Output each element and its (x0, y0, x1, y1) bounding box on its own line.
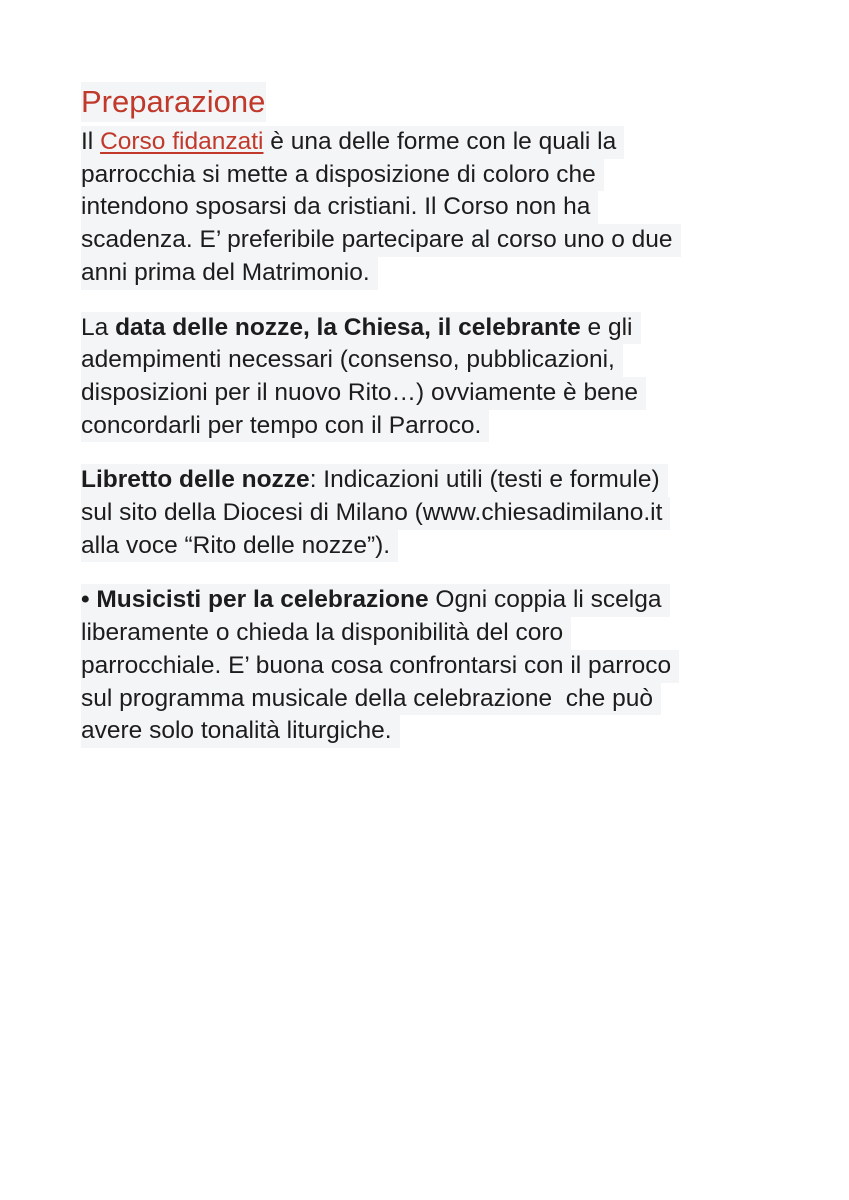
paragraph-line: sul sito della Diocesi di Milano (www.chiesadimilano.it (81, 497, 670, 530)
paragraph-libretto-nozze (81, 464, 781, 562)
paragraph-line: disposizioni per il nuovo Rito…) ovviamente è bene (81, 377, 646, 410)
text-span: Il (81, 128, 101, 155)
paragraph-line: intendono sposarsi da cristiani. Il Corso non ha (81, 191, 598, 224)
paragraph-line: concordarli per tempo con il Parroco. (81, 410, 489, 443)
paragraph-line: scadenza. E’ preferibile partecipare al corso uno o due (81, 224, 681, 257)
text-span: è una delle forme con le quali la (263, 128, 617, 155)
paragraph-line: liberamente o chieda la disponibilità del coro (81, 617, 571, 650)
paragraph-line: sul programma musicale della celebrazione che può (81, 683, 661, 716)
paragraph-line: anni prima del Matrimonio. (81, 257, 378, 290)
paragraph-musicisti (81, 584, 781, 748)
text-span: : Indicazioni utili (testi e formule) (309, 466, 660, 494)
paragraph-line (81, 312, 641, 345)
paragraph-line (81, 584, 670, 617)
paragraph-line (81, 126, 624, 159)
document-content (81, 82, 781, 770)
text-span: La (81, 313, 116, 341)
paragraph-line (81, 464, 668, 497)
text-span: Ogni coppia li scelga (428, 586, 662, 614)
paragraph-line: alla voce “Rito delle nozze”). (81, 530, 398, 563)
bold-text: data delle nozze, la Chiesa, il celebrante (115, 313, 581, 341)
paragraph-corso-fidanzati (81, 126, 781, 290)
bold-text: • Musicisti per la celebrazione (81, 586, 429, 614)
bold-text: Libretto delle nozze (81, 466, 310, 494)
paragraph-line: parrocchia si mette a disposizione di coloro che (81, 159, 604, 192)
paragraph-line: parrocchiale. E’ buona cosa confrontarsi con il parroco (81, 650, 679, 683)
paragraph-line: adempimenti necessari (consenso, pubblicazioni, (81, 344, 623, 377)
section-title: Preparazione (81, 82, 266, 122)
paragraph-data-nozze (81, 312, 781, 443)
paragraph-line: avere solo tonalità liturgiche. (81, 715, 400, 748)
corso-fidanzati-link[interactable]: Corso fidanzati (100, 128, 264, 155)
text-span: e gli (580, 313, 633, 341)
